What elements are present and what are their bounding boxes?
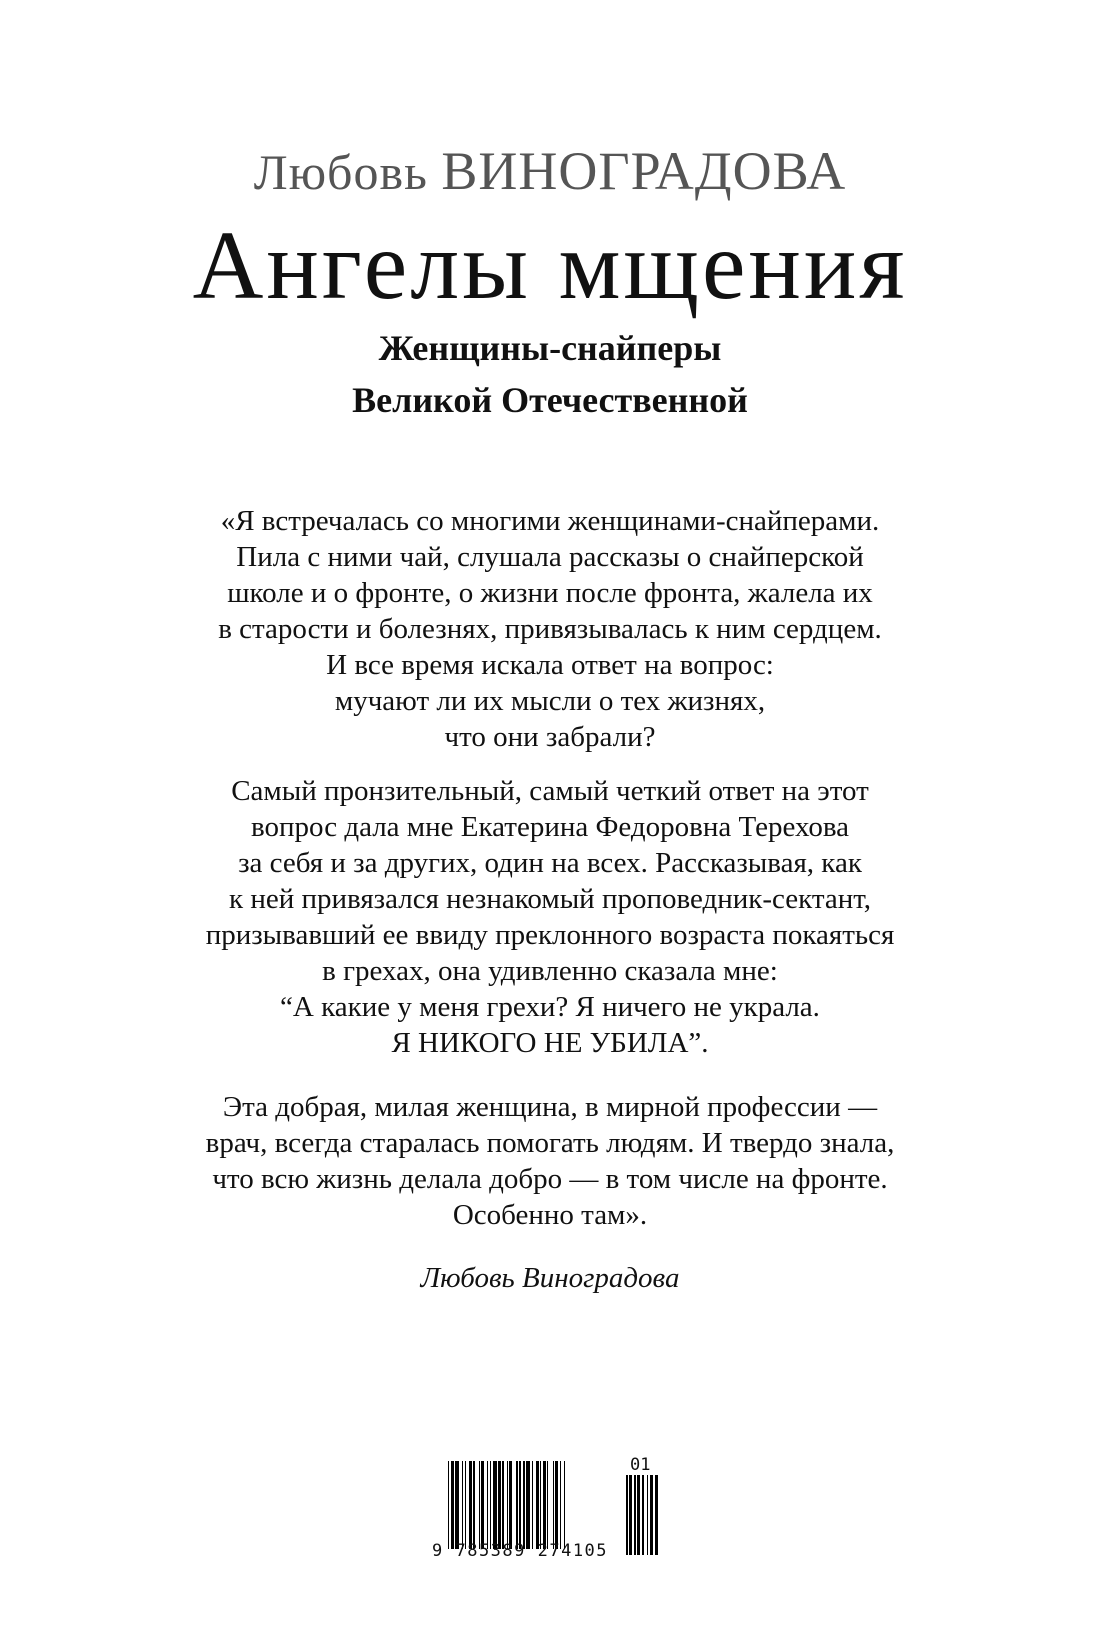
barcode-bar xyxy=(655,1475,658,1555)
text-line: Эта добрая, милая женщина, в мирной профессии — xyxy=(222,1091,878,1123)
author-name xyxy=(0,140,1100,202)
text-line: мучают ли их мысли о тех жизнях, xyxy=(334,685,766,717)
blurb-signature: Любовь Виноградова xyxy=(420,1262,680,1294)
text-line: врач, всегда старалась помогать людям. И твердо знала, xyxy=(205,1127,895,1159)
book-subtitle xyxy=(0,322,1100,426)
text-line: Я НИКОГО НЕ УБИЛА”. xyxy=(391,1027,709,1059)
text-line: что они забрали? xyxy=(444,721,656,753)
text-line: вопрос дала мне Екатерина Федоровна Терехова xyxy=(250,811,850,843)
blurb-paragraph-3 xyxy=(0,1089,1100,1233)
author-last-name: ВИНОГРАДОВА xyxy=(441,141,847,201)
text-line: И все время искала ответ на вопрос: xyxy=(326,649,774,681)
text-line: Особенно там». xyxy=(452,1199,648,1231)
barcode-bar xyxy=(565,1461,566,1549)
text-line: в старости и болезнях, привязывалась к ним сердцем. xyxy=(218,613,882,645)
subtitle-line: Великой Отечественной xyxy=(352,380,748,420)
subtitle-line: Женщины-снайперы xyxy=(378,328,722,368)
text-line: призывавший ее ввиду преклонного возраста покаяться xyxy=(205,919,895,951)
blurb-paragraph-1 xyxy=(0,503,1100,755)
barcode-addon-bars xyxy=(626,1475,664,1555)
barcode-digits: 9 785389 274105 xyxy=(432,1541,609,1561)
text-line: “А какие у меня грехи? Я ничего не украла. xyxy=(280,991,820,1023)
barcode-bars xyxy=(448,1461,613,1549)
text-line: за себя и за других, один на всех. Рассказывая, как xyxy=(238,847,862,879)
text-line: что всю жизнь делала добро — в том числе на фронте. xyxy=(212,1163,888,1195)
text-line: «Я встречалась со многими женщинами-снайперами. xyxy=(220,505,880,537)
author-first-name: Любовь xyxy=(253,144,428,200)
blurb-paragraph-2 xyxy=(0,773,1100,1061)
text-line: в грехах, она удивленно сказала мне: xyxy=(322,955,778,987)
text-line: Самый пронзительный, самый четкий ответ на этот xyxy=(231,775,869,807)
text-line: школе и о фронте, о жизни после фронта, жалела их xyxy=(227,577,873,609)
text-line: Пила с ними чай, слушала рассказы о снайперской xyxy=(236,541,864,573)
barcode-addon-digits: 01 xyxy=(630,1455,651,1475)
isbn-barcode xyxy=(430,1455,670,1565)
book-title: Ангелы мщения xyxy=(192,212,908,320)
text-line: к ней привязался незнакомый проповедник-сектант, xyxy=(228,883,872,915)
